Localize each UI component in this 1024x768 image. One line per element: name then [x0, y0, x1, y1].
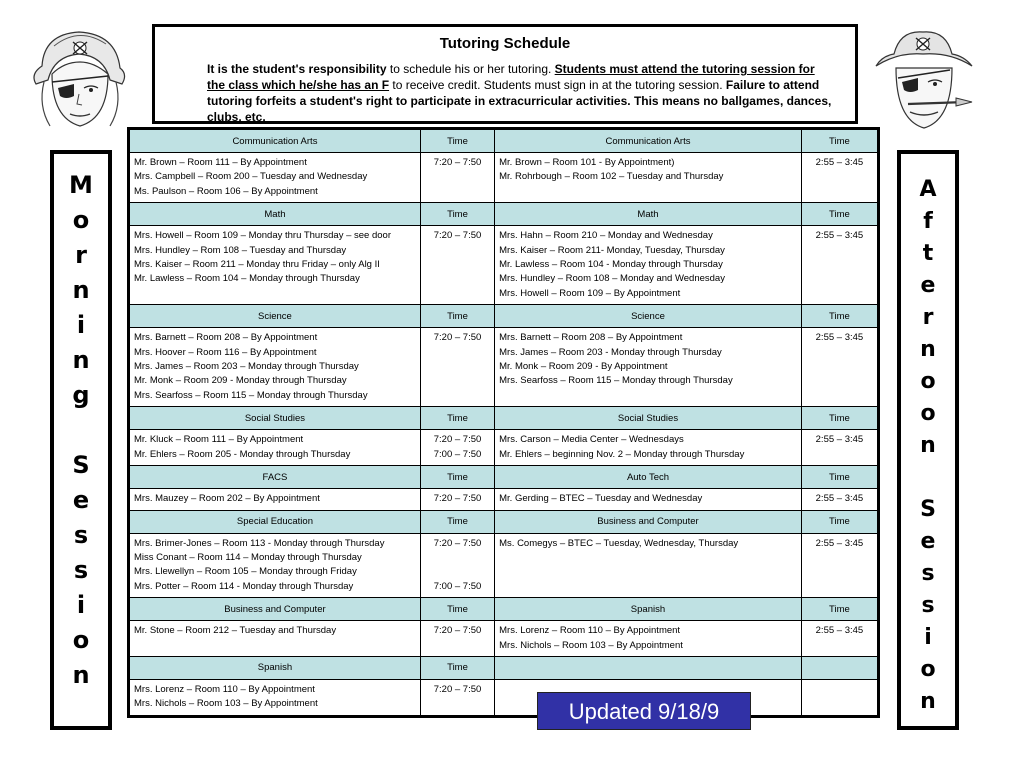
section-header-row — [130, 598, 878, 621]
tutor-entry: Mrs. Carson – Media Center – Wednesdays — [499, 434, 684, 446]
tutor-entry: Mrs. Hundley – Rom 108 – Tuesday and Thursday — [134, 244, 347, 256]
morning-times — [420, 533, 494, 598]
afternoon-entries — [495, 430, 802, 466]
intro-plain-1: to schedule his or her tutoring. — [386, 62, 555, 76]
schedule-table — [127, 127, 880, 718]
morning-subject-header: Science — [130, 305, 421, 328]
morning-time-header: Time — [420, 305, 494, 328]
afternoon-times — [801, 679, 877, 715]
pirate-girl-icon — [24, 26, 134, 136]
morning-entries — [130, 226, 421, 305]
section-body-row — [130, 679, 878, 715]
tutor-entry: Miss Conant – Room 114 – Monday through Thursday — [134, 551, 362, 563]
morning-time-header: Time — [420, 203, 494, 226]
updated-badge: Updated 9/18/9 — [537, 692, 751, 730]
header-box — [152, 24, 858, 124]
morning-times — [420, 226, 494, 305]
morning-subject-header: Communication Arts — [130, 130, 421, 153]
afternoon-time-header: Time — [801, 407, 877, 430]
tutor-entry: Mr. Stone – Room 212 – Tuesday and Thursday — [134, 625, 337, 637]
afternoon-subject-header: Business and Computer — [495, 510, 802, 533]
afternoon-entries — [495, 621, 802, 657]
time-entry: 7:20 – 7:50 — [433, 625, 482, 637]
intro-underlined: Students must attend the tutoring session for the class which he/she has an F — [207, 62, 815, 92]
afternoon-time-header: Time — [801, 510, 877, 533]
morning-entries — [130, 621, 421, 657]
time-entry: 2:55 – 3:45 — [815, 537, 864, 549]
morning-session-banner — [50, 150, 112, 730]
morning-entries — [130, 679, 421, 715]
afternoon-time-header: Time — [801, 130, 877, 153]
section-body-row — [130, 489, 878, 510]
morning-subject-header: Social Studies — [130, 407, 421, 430]
morning-time-header: Time — [420, 466, 494, 489]
section-header-row — [130, 203, 878, 226]
tutor-entry: Mr. Kluck – Room 111 – By Appointment — [134, 434, 304, 446]
afternoon-times — [801, 621, 877, 657]
morning-times — [420, 679, 494, 715]
pirate-boy-icon — [868, 26, 978, 136]
section-body-row — [130, 533, 878, 598]
tutor-entry: Mrs. Hoover – Room 116 – By Appointment — [134, 346, 317, 358]
time-entry: 2:55 – 3:45 — [815, 625, 864, 637]
morning-time-header: Time — [420, 656, 494, 679]
time-entry: 2:55 – 3:45 — [815, 157, 864, 168]
afternoon-subject-header: Communication Arts — [495, 130, 802, 153]
section-body-row — [130, 153, 878, 203]
tutor-entry: Mr. Rohrbough – Room 102 – Tuesday and Thursday — [499, 171, 724, 183]
tutor-entry: Mr. Lawless – Room 104 – Monday through Thursday — [134, 273, 360, 285]
section-header-row — [130, 130, 878, 153]
morning-times — [420, 621, 494, 657]
morning-entries — [130, 533, 421, 598]
morning-subject-header: FACS — [130, 466, 421, 489]
afternoon-time-header: Time — [801, 466, 877, 489]
afternoon-time-header — [801, 656, 877, 679]
tutor-entry: Mrs. Llewellyn – Room 105 – Monday through Friday — [134, 566, 357, 578]
morning-times — [420, 153, 494, 203]
tutor-entry: Mr. Brown – Room 101 - By Appointment) — [499, 157, 675, 168]
page-title: Tutoring Schedule — [439, 35, 571, 52]
tutor-entry: Mr. Lawless – Room 104 - Monday through Thursday — [499, 259, 723, 271]
tutor-entry: Mr. Brown – Room 111 – By Appointment — [134, 157, 307, 168]
afternoon-times — [801, 153, 877, 203]
morning-subject-header: Business and Computer — [130, 598, 421, 621]
intro-plain-2: to receive credit. Students must sign in at the tutoring session. — [389, 78, 726, 92]
time-entry: 7:00 – 7:50 — [433, 448, 482, 460]
afternoon-subject-header — [495, 656, 802, 679]
afternoon-entries — [495, 153, 802, 203]
time-entry: 7:20 – 7:50 — [433, 332, 482, 344]
time-entry: 7:20 – 7:50 — [433, 157, 482, 168]
afternoon-session-banner — [897, 150, 959, 730]
section-body-row — [130, 430, 878, 466]
schedule-body — [130, 130, 878, 716]
morning-times — [420, 489, 494, 510]
time-entry: 2:55 – 3:45 — [815, 434, 864, 446]
afternoon-subject-header: Spanish — [495, 598, 802, 621]
section-body-row — [130, 226, 878, 305]
morning-entries — [130, 153, 421, 203]
tutor-entry: Mr. Ehlers – beginning Nov. 2 – Monday through Thursday — [499, 448, 745, 460]
afternoon-entries — [495, 489, 802, 510]
time-entry — [425, 565, 490, 579]
afternoon-entries — [495, 328, 802, 407]
afternoon-times — [801, 430, 877, 466]
tutor-entry: Mrs. Brimer-Jones – Room 113 - Monday through Thursday — [134, 537, 385, 549]
time-entry: 7:20 – 7:50 — [433, 230, 482, 242]
time-entry: 2:55 – 3:45 — [815, 332, 864, 344]
section-header-row — [130, 510, 878, 533]
time-entry: 7:00 – 7:50 — [433, 580, 482, 592]
morning-time-header: Time — [420, 598, 494, 621]
section-header-row — [130, 656, 878, 679]
tutor-entry: Mrs. Searfoss – Room 115 – Monday through Thursday — [499, 375, 733, 387]
afternoon-entries — [495, 226, 802, 305]
time-entry: 2:55 – 3:45 — [815, 230, 864, 242]
tutor-entry: Mrs. Campbell – Room 200 – Tuesday and Wednesday — [134, 171, 368, 183]
morning-session-label: M o r n i n g S e s s i o n — [69, 171, 93, 689]
afternoon-entries — [495, 533, 802, 598]
time-entry: 7:20 – 7:50 — [433, 434, 482, 446]
section-header-row — [130, 407, 878, 430]
afternoon-time-header: Time — [801, 305, 877, 328]
section-body-row — [130, 621, 878, 657]
morning-times — [420, 328, 494, 407]
afternoon-subject-header: Auto Tech — [495, 466, 802, 489]
morning-entries — [130, 430, 421, 466]
morning-subject-header: Spanish — [130, 656, 421, 679]
tutor-entry: Mrs. Kaiser – Room 211 – Monday thru Friday – only Alg II — [134, 259, 380, 271]
tutor-entry: Mrs. Nichols – Room 103 – By Appointment — [134, 698, 318, 710]
time-entry: 7:20 – 7:50 — [433, 537, 482, 549]
tutor-entry: Mrs. Nichols – Room 103 – By Appointment — [499, 639, 683, 651]
tutor-entry: Ms. Comegys – BTEC – Tuesday, Wednesday, Thursday — [499, 537, 739, 549]
tutor-entry: Mrs. Lorenz – Room 110 – By Appointment — [134, 683, 315, 695]
afternoon-times — [801, 328, 877, 407]
morning-time-header: Time — [420, 130, 494, 153]
tutor-entry: Mrs. James – Room 203 - Monday through Thursday — [499, 346, 722, 358]
afternoon-times — [801, 489, 877, 510]
section-body-row — [130, 328, 878, 407]
morning-subject-header: Math — [130, 203, 421, 226]
afternoon-time-header: Time — [801, 203, 877, 226]
tutor-entry: Mrs. Howell – Room 109 – Monday thru Thursday – see door — [134, 230, 391, 242]
tutor-entry: Mrs. Searfoss – Room 115 – Monday through Thursday — [134, 389, 368, 401]
afternoon-times — [801, 226, 877, 305]
intro-bold-tail: Failure to attend tutoring forfeits a student's right to participate in extracurricular activities. This means no ballgames, dances, clubs, etc. — [207, 78, 832, 124]
morning-subject-header: Special Education — [130, 510, 421, 533]
tutor-entry: Mrs. Hahn – Room 210 – Monday and Wednesday — [499, 230, 713, 242]
afternoon-time-header: Time — [801, 598, 877, 621]
tutor-entry: Mrs. Kaiser – Room 211- Monday, Tuesday, Thursday — [499, 244, 725, 256]
tutor-entry: Mrs. Howell – Room 109 – By Appointment — [499, 287, 681, 299]
tutor-entry: Mrs. Lorenz – Room 110 – By Appointment — [499, 625, 681, 637]
tutor-entry: Mrs. Potter – Room 114 - Monday through Thursday — [134, 580, 354, 592]
time-entry: 7:20 – 7:50 — [433, 493, 482, 505]
afternoon-subject-header: Science — [495, 305, 802, 328]
morning-entries — [130, 328, 421, 407]
morning-time-header: Time — [420, 510, 494, 533]
time-entry: 2:55 – 3:45 — [815, 493, 864, 505]
morning-time-header: Time — [420, 407, 494, 430]
intro-bold-lead: It is the student's responsibility — [207, 62, 387, 76]
tutor-entry: Mrs. Barnett – Room 208 – By Appointment — [134, 332, 318, 344]
section-header-row — [130, 466, 878, 489]
afternoon-times — [801, 533, 877, 598]
tutor-entry: Mrs. James – Room 203 – Monday through Thursday — [134, 361, 359, 373]
time-entry — [425, 551, 490, 565]
morning-entries — [130, 489, 421, 510]
tutor-entry: Mrs. Barnett – Room 208 – By Appointment — [499, 332, 683, 344]
afternoon-subject-header: Social Studies — [495, 407, 802, 430]
tutor-entry: Mrs. Hundley – Room 108 – Monday and Wednesday — [499, 273, 725, 285]
afternoon-subject-header: Math — [495, 203, 802, 226]
time-entry: 7:20 – 7:50 — [433, 683, 482, 695]
tutor-entry: Ms. Paulson – Room 106 – By Appointment — [134, 185, 318, 197]
afternoon-session-label: A f t e r n o o n S e s s i o n — [919, 177, 937, 714]
intro-text — [207, 61, 835, 125]
tutor-entry: Mr. Monk – Room 209 - Monday through Thursday — [134, 375, 347, 387]
tutor-entry: Mr. Ehlers – Room 205 - Monday through Thursday — [134, 448, 351, 460]
tutor-entry: Mrs. Mauzey – Room 202 – By Appointment — [134, 493, 320, 505]
tutor-entry: Mr. Gerding – BTEC – Tuesday and Wednesday — [499, 493, 703, 505]
morning-times — [420, 430, 494, 466]
tutor-entry: Mr. Monk – Room 209 - By Appointment — [499, 361, 668, 373]
section-header-row — [130, 305, 878, 328]
